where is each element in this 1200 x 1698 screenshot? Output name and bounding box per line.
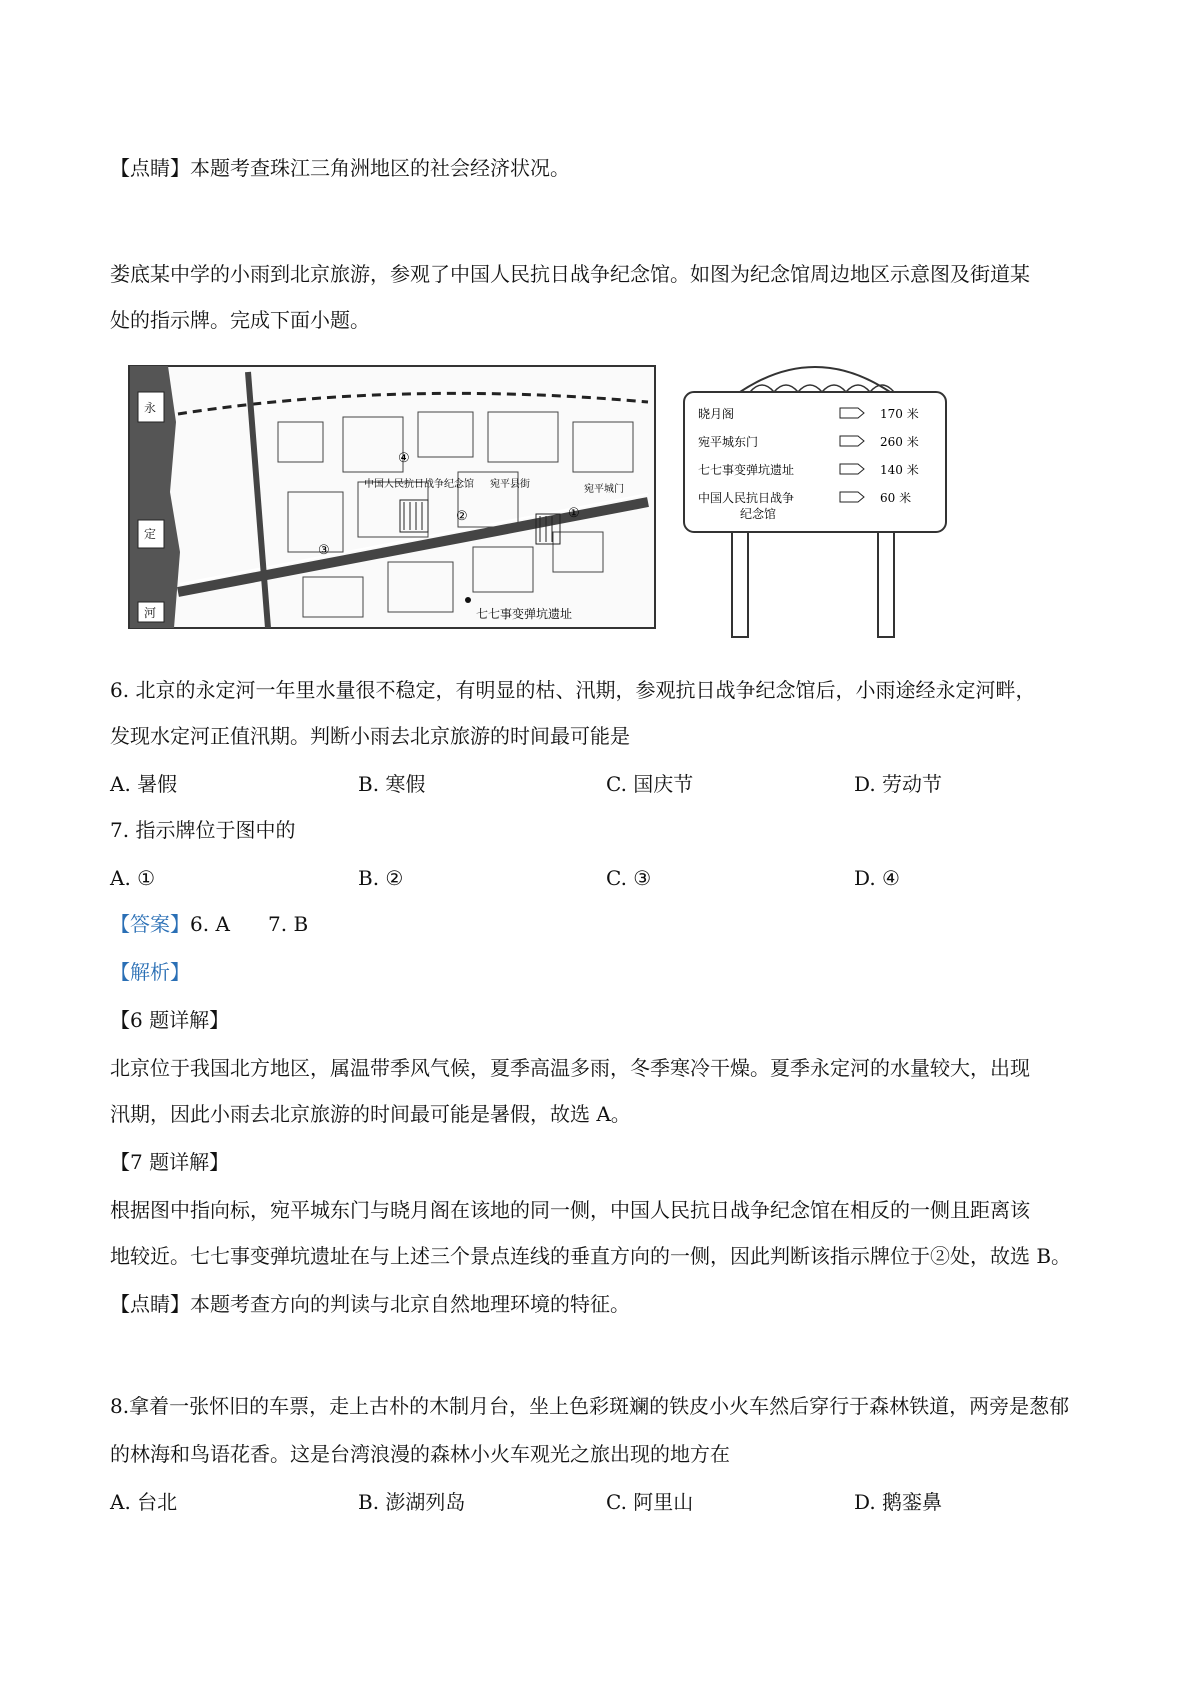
sign-row-3-distance: 140 米 <box>880 463 919 477</box>
q7-option-d: D. ④ <box>854 866 900 890</box>
q8-line-1: 8.拿着一张怀旧的车票，走上古朴的木制月台，坐上色彩斑斓的铁皮小火车然后穿行于森林铁道，两旁是葱郁 <box>110 1394 1070 1418</box>
map-marker-2: ② <box>456 509 468 524</box>
q7-line: 7. 指示牌位于图中的 <box>110 818 296 842</box>
detail6-title: 【6 题详解】 <box>110 1008 230 1032</box>
analysis-label: 【解析】 <box>110 960 190 984</box>
q7-option-b: B. ② <box>358 866 404 890</box>
sign-row-1-distance: 170 米 <box>880 407 919 421</box>
previous-tip: 【点睛】本题考查珠江三角洲地区的社会经济状况。 <box>110 156 570 180</box>
q7-option-a: A. ① <box>110 866 156 890</box>
sign-row-3-name: 七七事变弹坑遗址 <box>698 463 795 477</box>
q8-option-d: D. 鹅銮鼻 <box>854 1490 943 1514</box>
sign-row-4-name: 中国人民抗日战争 <box>698 491 795 505</box>
detail6-line-2: 汛期，因此小雨去北京旅游的时间最可能是暑假，故选 A。 <box>110 1102 631 1126</box>
sign-row-2-name: 宛平城东门 <box>698 435 759 449</box>
map-river-char-3: 河 <box>144 606 157 620</box>
tip7: 【点睛】本题考查方向的判读与北京自然地理环境的特征。 <box>110 1292 630 1316</box>
sign-row-2-distance: 260 米 <box>880 435 919 449</box>
map-label-museum: 中国人民抗日战争纪念馆 <box>364 479 474 490</box>
q6-option-c: C. 国庆节 <box>606 772 694 796</box>
q7-option-c: C. ③ <box>606 866 652 890</box>
answer-label: 【答案】 <box>110 912 190 936</box>
direction-sign <box>680 352 950 642</box>
map-label-wanping-gate: 宛平城门 <box>584 484 624 495</box>
map-river-char-2: 定 <box>144 527 157 541</box>
detail7-line-1: 根据图中指向标，宛平城东门与晓月阁在该地的同一侧，中国人民抗日战争纪念馆在相反的一侧且距离该 <box>110 1198 1030 1222</box>
q8-line-2: 的林海和鸟语花香。这是台湾浪漫的森林小火车观光之旅出现的地方在 <box>110 1442 730 1466</box>
sign-row-1-name: 晓月阁 <box>698 407 735 421</box>
intro-line-1: 娄底某中学的小雨到北京旅游，参观了中国人民抗日战争纪念馆。如图为纪念馆周边地区示意图及街道某 <box>110 262 1030 286</box>
sign-row-4-name-line2: 纪念馆 <box>740 507 777 521</box>
intro-line-2: 处的指示牌。完成下面小题。 <box>110 308 370 332</box>
sign-row-4-distance: 60 米 <box>880 491 912 505</box>
q6-line-2: 发现水定河正值汛期。判断小雨去北京旅游的时间最可能是 <box>110 724 630 748</box>
map-label-crater: 七七事变弹坑遗址 <box>476 607 573 621</box>
q6-line-1: 6. 北京的永定河一年里水量很不稳定，有明显的枯、汛期，参观抗日战争纪念馆后，小雨途经永定河畔， <box>110 678 1036 702</box>
map-marker-1: ① <box>568 506 580 521</box>
map-marker-4: ④ <box>398 451 410 466</box>
detail6-line-1: 北京位于我国北方地区，属温带季风气候，夏季高温多雨，冬季寒冷干燥。夏季永定河的水量较大，出现 <box>110 1056 1030 1080</box>
q8-option-b: B. 澎湖列岛 <box>358 1490 466 1514</box>
map-river-char-1: 永 <box>144 401 157 415</box>
detail7-title: 【7 题详解】 <box>110 1150 230 1174</box>
detail7-line-2: 地较近。七七事变弹坑遗址在与上述三个景点连线的垂直方向的一侧，因此判断该指示牌位于②处，故选 B。 <box>110 1244 1072 1268</box>
q6-option-b: B. 寒假 <box>358 772 426 796</box>
map-label-wanping-street: 宛平县街 <box>490 479 530 490</box>
q8-option-a: A. 台北 <box>110 1490 178 1514</box>
q6-option-a: A. 暑假 <box>110 772 178 796</box>
answer-text: 6. A 7. B <box>190 912 309 936</box>
q6-option-d: D. 劳动节 <box>854 772 943 796</box>
q8-option-c: C. 阿里山 <box>606 1490 694 1514</box>
memorial-area-map <box>128 352 668 642</box>
answer-line <box>110 910 308 938</box>
map-marker-3: ③ <box>318 543 330 558</box>
